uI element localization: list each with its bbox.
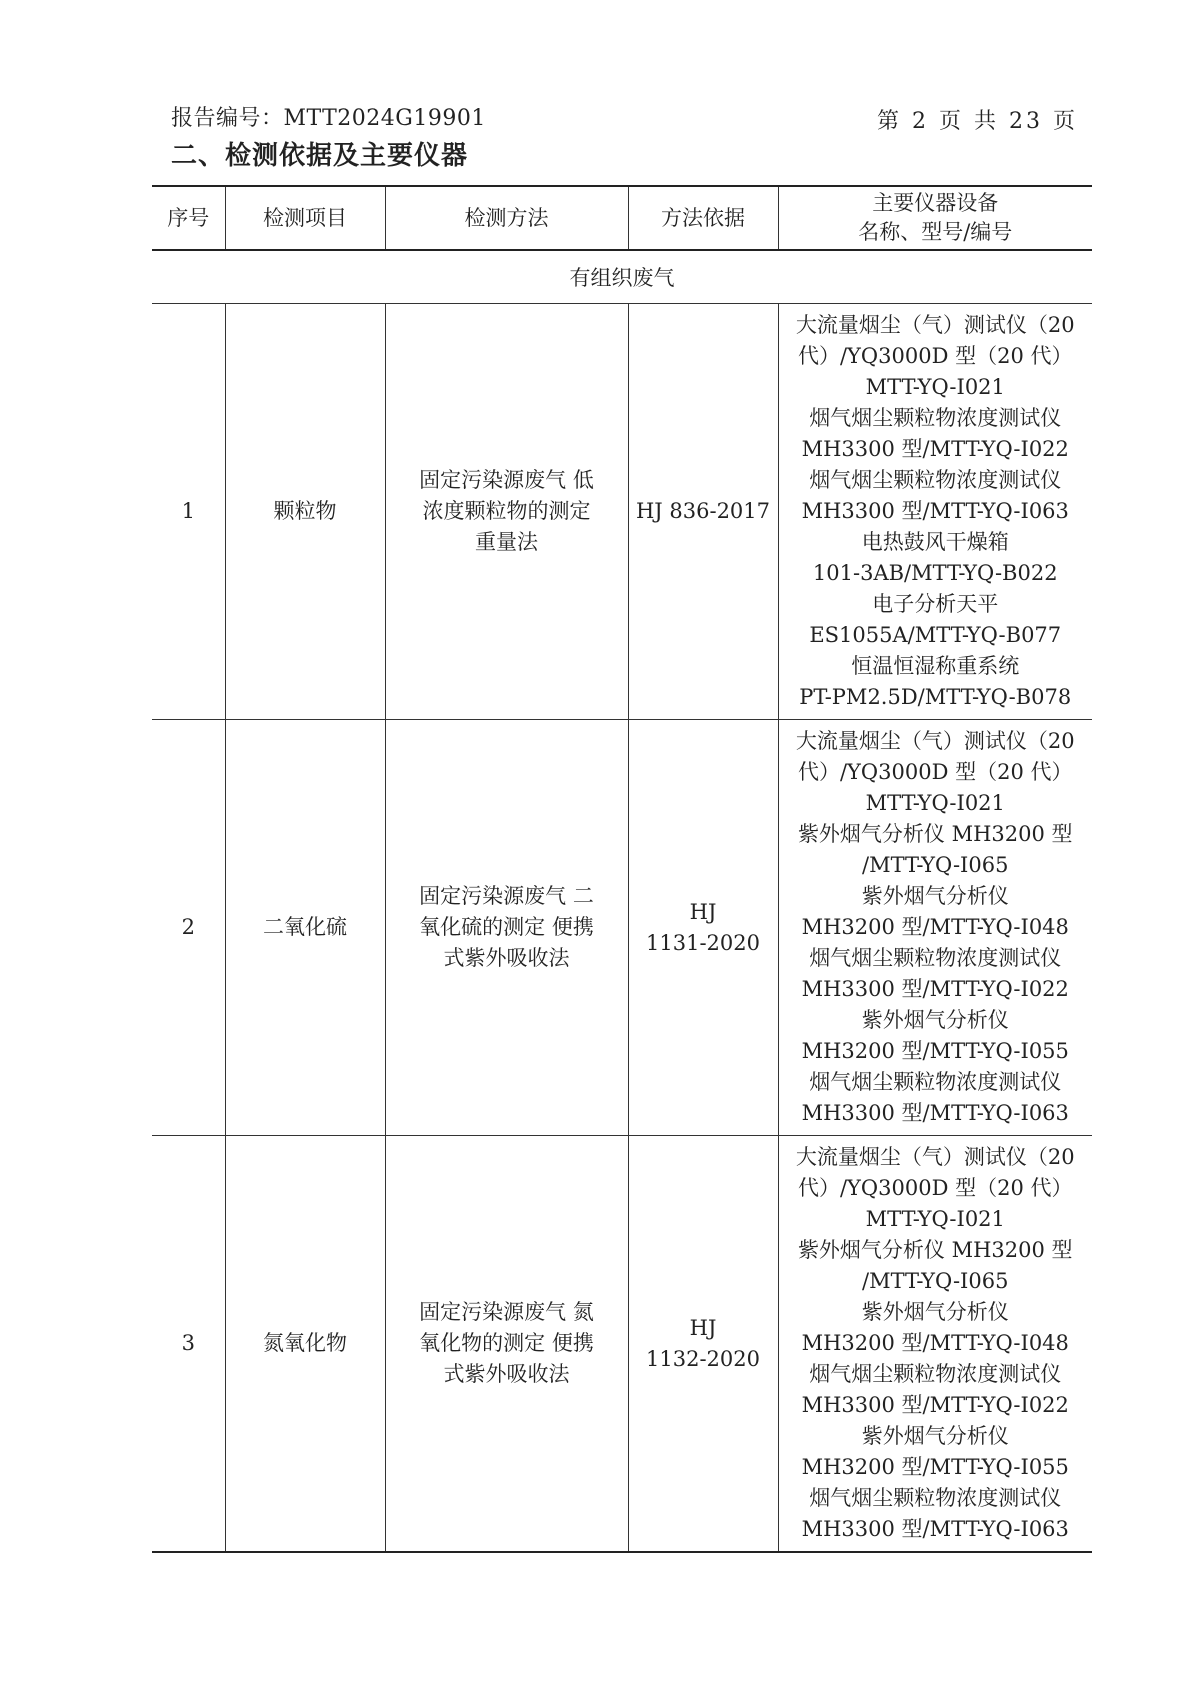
instrument-line: MTT-YQ-I021: [865, 791, 1005, 815]
instrument-list: [778, 1136, 1092, 1553]
instrument-line: 大流量烟尘（气）测试仪（20: [795, 1145, 1075, 1169]
method-line: 重量法: [475, 530, 538, 554]
method-line: 固定污染源废气 低: [419, 468, 594, 492]
row-number: 3: [152, 1136, 225, 1553]
basis-line: HJ: [689, 899, 717, 924]
instrument-header-line: 主要仪器设备: [872, 191, 999, 215]
instrument-line: 紫外烟气分析仪: [861, 884, 1009, 908]
row-number: 2: [152, 720, 225, 1136]
method-line: 固定污染源废气 氮: [419, 1300, 594, 1324]
instrument-line: 烟气烟尘颗粒物浓度测试仪: [809, 468, 1062, 492]
instrument-line: /MTT-YQ-I065: [862, 853, 1009, 877]
instrument-line: 紫外烟气分析仪 MH3200 型: [797, 822, 1073, 846]
section-title: 二、检测依据及主要仪器: [171, 141, 469, 171]
instrument-line: ES1055A/MTT-YQ-B077: [809, 623, 1062, 647]
instrument-list: [778, 304, 1092, 720]
report-number: 报告编号：MTT2024G19901: [171, 106, 486, 131]
instrument-line: 代）/YQ3000D 型（20 代）: [797, 760, 1073, 784]
detection-item: 二氧化硫: [225, 720, 385, 1136]
instrument-line: PT-PM2.5D/MTT-YQ-B078: [799, 685, 1072, 709]
detection-method: [385, 720, 628, 1136]
row-number: 1: [152, 304, 225, 720]
instrument-line: 烟气烟尘颗粒物浓度测试仪: [809, 1070, 1062, 1094]
instrument-line: MTT-YQ-I021: [865, 375, 1005, 399]
instrument-list: [778, 720, 1092, 1136]
instrument-line: /MTT-YQ-I065: [862, 1269, 1009, 1293]
detection-item: 氮氧化物: [225, 1136, 385, 1553]
method-line: 式紫外吸收法: [443, 1362, 570, 1386]
instrument-line: 烟气烟尘颗粒物浓度测试仪: [809, 946, 1062, 970]
instrument-line: MH3300 型/MTT-YQ-I022: [801, 437, 1069, 461]
table-header-row: [152, 186, 1092, 250]
instrument-line: MH3300 型/MTT-YQ-I063: [801, 499, 1069, 523]
instrument-line: 紫外烟气分析仪: [861, 1424, 1009, 1448]
instrument-line: 烟气烟尘颗粒物浓度测试仪: [809, 406, 1062, 430]
detection-item: 颗粒物: [225, 304, 385, 720]
page-indicator: 第 2 页 共 23 页: [877, 109, 1078, 134]
instrument-line: MH3200 型/MTT-YQ-I048: [801, 1331, 1069, 1355]
detection-method: [385, 1136, 628, 1553]
basis-line: 1132-2020: [646, 1346, 760, 1371]
column-header-instruments: [778, 186, 1092, 250]
instrument-line: MH3200 型/MTT-YQ-I055: [801, 1455, 1069, 1479]
instrument-line: 紫外烟气分析仪: [861, 1008, 1009, 1032]
instrument-line: MTT-YQ-I021: [865, 1207, 1005, 1231]
instrument-line: MH3300 型/MTT-YQ-I063: [801, 1517, 1069, 1541]
method-basis: [628, 1136, 778, 1553]
instrument-line: MH3300 型/MTT-YQ-I022: [801, 977, 1069, 1001]
table-row: [152, 304, 1092, 720]
method-line: 浓度颗粒物的测定: [422, 499, 591, 523]
table-row: [152, 1136, 1092, 1553]
category-row: [152, 250, 1092, 304]
instrument-line: 电子分析天平: [872, 592, 999, 616]
instrument-line: 代）/YQ3000D 型（20 代）: [797, 1176, 1073, 1200]
instrument-line: 电热鼓风干燥箱: [861, 530, 1009, 554]
method-line: 式紫外吸收法: [443, 946, 570, 970]
basis-line: HJ 836-2017: [635, 499, 771, 523]
instrument-line: 紫外烟气分析仪 MH3200 型: [797, 1238, 1073, 1262]
column-header: 检测方法: [385, 186, 628, 250]
column-header: 序号: [152, 186, 225, 250]
instrument-line: 大流量烟尘（气）测试仪（20: [795, 729, 1075, 753]
instrument-line: MH3300 型/MTT-YQ-I063: [801, 1101, 1069, 1125]
instrument-line: MH3200 型/MTT-YQ-I048: [801, 915, 1069, 939]
table-row: [152, 720, 1092, 1136]
instrument-line: 代）/YQ3000D 型（20 代）: [797, 344, 1073, 368]
instrument-header-line: 名称、型号/编号: [858, 220, 1013, 244]
instrument-line: 烟气烟尘颗粒物浓度测试仪: [809, 1486, 1062, 1510]
basis-line: HJ: [689, 1315, 717, 1340]
instrument-line: 大流量烟尘（气）测试仪（20: [795, 313, 1075, 337]
detection-basis-table: [152, 185, 1092, 1553]
column-header: 方法依据: [628, 186, 778, 250]
basis-line: 1131-2020: [646, 930, 760, 955]
method-basis: [628, 304, 778, 720]
method-line: 氧化物的测定 便携: [419, 1331, 594, 1355]
method-line: 氧化硫的测定 便携: [419, 915, 594, 939]
instrument-line: 恒温恒湿称重系统: [851, 654, 1020, 678]
instrument-line: MH3300 型/MTT-YQ-I022: [801, 1393, 1069, 1417]
detection-method: [385, 304, 628, 720]
category-label: 有组织废气: [152, 250, 1092, 304]
column-header: 检测项目: [225, 186, 385, 250]
method-basis: [628, 720, 778, 1136]
instrument-line: 101-3AB/MTT-YQ-B022: [812, 561, 1058, 585]
method-line: 固定污染源废气 二: [419, 884, 594, 908]
instrument-line: 烟气烟尘颗粒物浓度测试仪: [809, 1362, 1062, 1386]
instrument-line: MH3200 型/MTT-YQ-I055: [801, 1039, 1069, 1063]
instrument-line: 紫外烟气分析仪: [861, 1300, 1009, 1324]
